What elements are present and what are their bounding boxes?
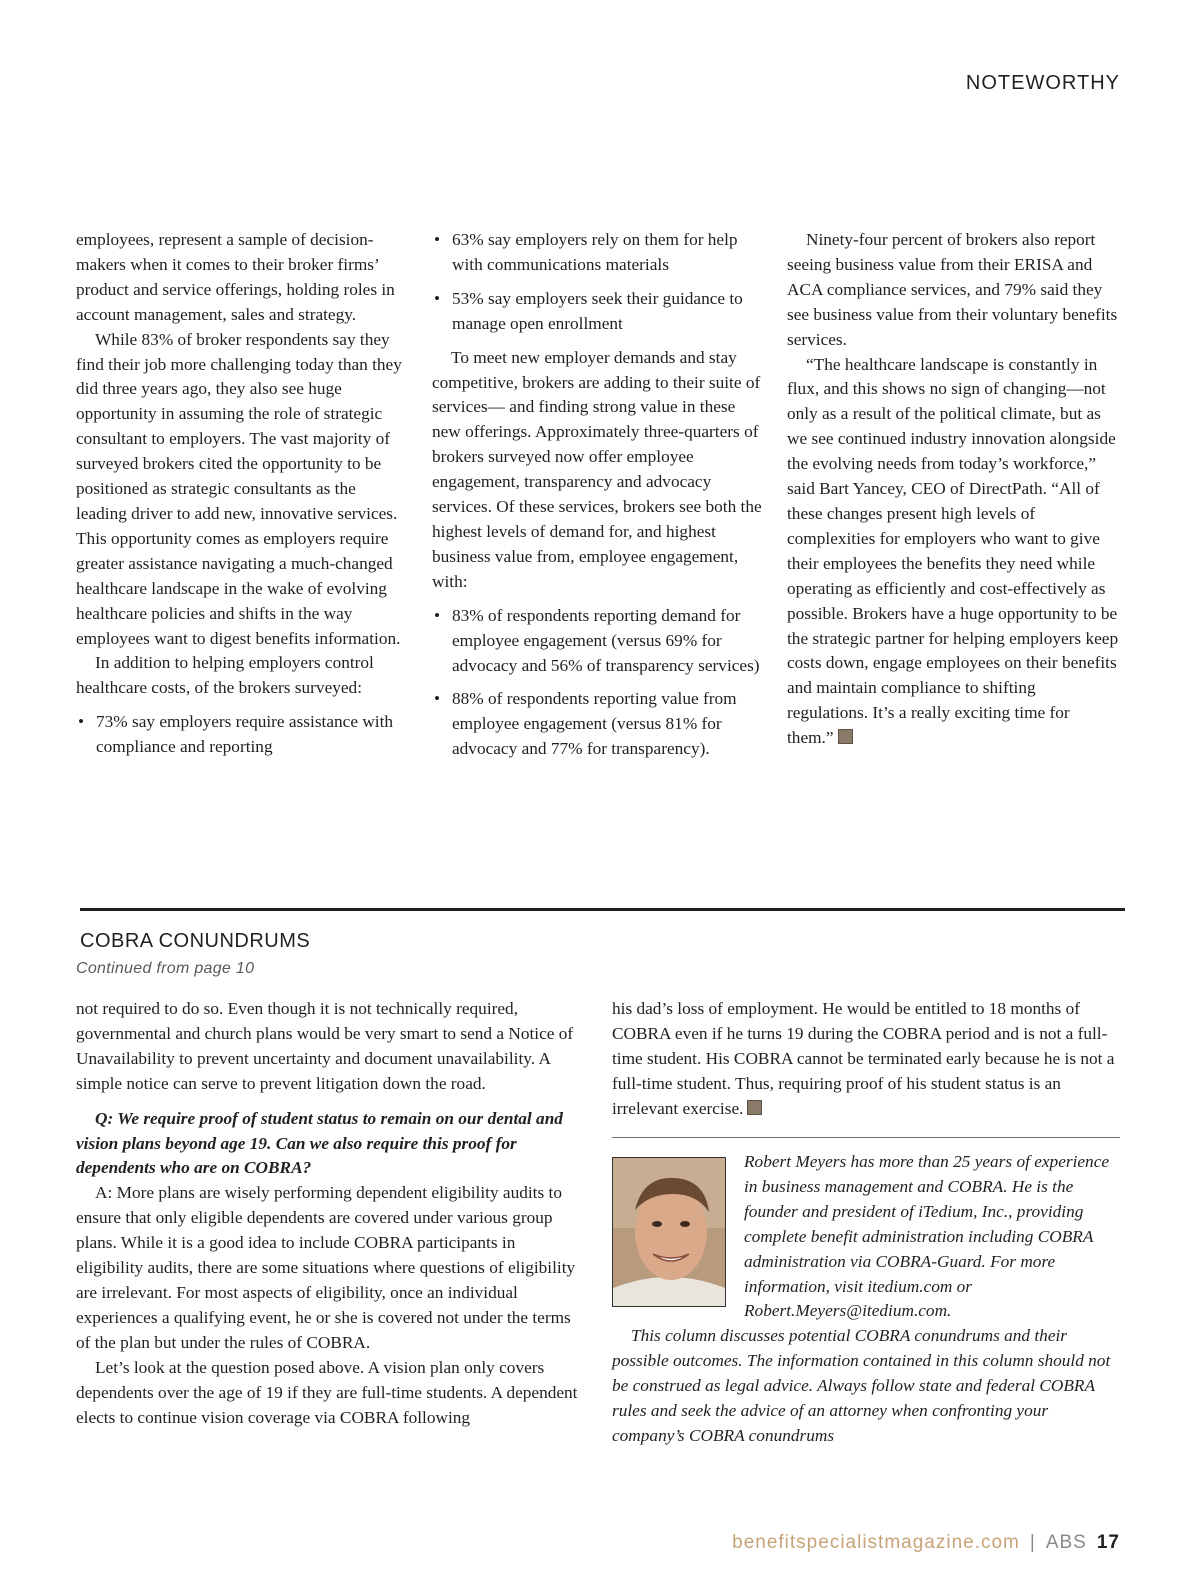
disclaimer-text: This column discusses potential COBRA conundrums and their possible outcomes. The information contained in this column should not be construed as legal advice. Always follow state and federal COBRA rules and seek the advice of an attorney when confronting your company’s COBRA conundrums: [612, 1326, 1111, 1445]
bullet-list: [76, 710, 409, 760]
paragraph: [612, 997, 1120, 1122]
bullet-list: [432, 228, 764, 337]
list-item: • 73% say employers require assistance with compliance and reporting: [76, 710, 409, 760]
section-divider: [80, 908, 1125, 911]
column-disclaimer: [612, 1324, 1122, 1449]
list-item: • 63% say employers rely on them for help with communications materials: [432, 228, 764, 278]
end-mark-icon: [838, 729, 853, 744]
page-footer: [732, 1532, 1120, 1554]
page-number: 17: [1096, 1532, 1120, 1553]
paragraph: While 83% of broker respondents say they find their job more challenging today than they did three years ago, they also see huge opportunity in assuming the role of strategic consultant to employers. The vast majority of surveyed brokers cited the opportunity to be positioned as strategic consultants as the leading driver to add new, innovative services. This opportunity comes as employers require greater assistance navigating a much-changed healthcare landscape in the wake of evolving healthcare policies and shifts in the way employees want to digest benefits information.: [76, 329, 402, 648]
section-subtitle: Continued from page 10: [76, 960, 255, 977]
paragraph-text: his dad’s loss of employment. He would be entitled to 18 months of COBRA even if he turns 19 during the COBRA period and is not a full-time student. His COBRA cannot be terminated early because he is not a full-time student. Thus, requiring proof of his student status is an irrelevant exercise.: [612, 999, 1115, 1118]
footer-website: benefitspecialistmagazine.com: [732, 1532, 1020, 1553]
list-item: • 53% say employers seek their guidance to manage open enrollment: [432, 287, 764, 337]
list-item: • 88% of respondents reporting value from employee engagement (versus 81% for advocacy and 77% for transparency).: [432, 687, 764, 762]
paragraph: Let’s look at the question posed above. A vision plan only covers dependents over the age of 19 if they are full-time students. A dependent elects to continue vision coverage via COBRA following: [76, 1357, 578, 1427]
footer-separator: |: [1029, 1532, 1036, 1553]
author-portrait-icon: [613, 1158, 725, 1306]
quote-text: “The healthcare landscape is constantly in flux, and this shows no sign of changing—not only as a result of the political climate, but as we see continued industry innovation alongside the evolving needs from today’s workforce,” said Bart Yancey, CEO of DirectPath. “All of these changes present high levels of complexities for employers who want to give their employees the benefits they need while operating as efficiently and cost-effectively as possible. Brokers have a huge opportunity to be the strategic partner for helping employers keep costs down, engage employees on their benefits and maintain compliance to shifting regulations. It’s a really exciting time for them.”: [787, 354, 1119, 748]
footer-magazine: ABS: [1045, 1532, 1087, 1553]
question: Q: We require proof of student status to remain on our dental and vision plans beyond age 19. Can we also require this proof for dependents who are on COBRA?: [76, 1108, 563, 1178]
paragraph: Ninety-four percent of brokers also report seeing business value from their ERISA and ACA compliance services, and 79% said they see business value from their voluntary benefits services.: [787, 230, 1118, 349]
author-bio: Robert Meyers has more than 25 years of experience in business management and COBRA. He is the founder and president of iTedium, Inc., providing complete benefit administration including COBRA administration via COBRA-Guard. For more information, visit itedium.com or Robert.Meyers@itedium.com.: [744, 1152, 1110, 1321]
article-column-1: [76, 228, 409, 769]
answer-paragraph: A: More plans are wisely performing dependent eligibility audits to ensure that only eligible dependents are covered under various group plans. While it is a good idea to include COBRA participants in eligibility audits, there are some situations where questions of eligibility are irrelevant. For most aspects of eligibility, once an individual experiences a qualifying event, he or she is covered not under the terms of the plan but under the rules of COBRA.: [76, 1183, 576, 1352]
section-title: COBRA CONUNDRUMS: [80, 930, 311, 952]
bullet-list: [432, 604, 764, 762]
section-header: NOTEWORTHY: [965, 72, 1120, 94]
paragraph: In addition to helping employers control healthcare costs, of the brokers surveyed:: [76, 653, 374, 698]
author-photo: [612, 1157, 726, 1307]
article-column-3: [787, 228, 1120, 751]
cobra-column-right: [612, 997, 1120, 1122]
article-column-2: [432, 228, 764, 771]
bio-divider: [612, 1137, 1120, 1138]
cobra-column-left: [76, 997, 581, 1430]
list-item: • 83% of respondents reporting demand for employee engagement (versus 69% for advocacy and 56% of transparency services): [432, 604, 764, 679]
paragraph: employees, represent a sample of decision-makers when it comes to their broker firms’ product and service offerings, holding roles in account management, sales and strategy.: [76, 230, 395, 324]
paragraph: To meet new employer demands and stay competitive, brokers are adding to their suite of services— and finding strong value in these new offerings. Approximately three-quarters of brokers surveyed now offer employee engagement, transparency and advocacy services. Of these services, brokers see both the highest levels of demand for, and highest business value from, employee engagement, with:: [432, 347, 762, 591]
paragraph: not required to do so. Even though it is not technically required, governmental and church plans would be very smart to send a Notice of Unavailability to prevent uncertainty and document unavailability. A simple notice can serve to prevent litigation down the road.: [76, 999, 574, 1093]
end-mark-icon: [747, 1100, 762, 1115]
quote-paragraph: [787, 353, 1120, 752]
